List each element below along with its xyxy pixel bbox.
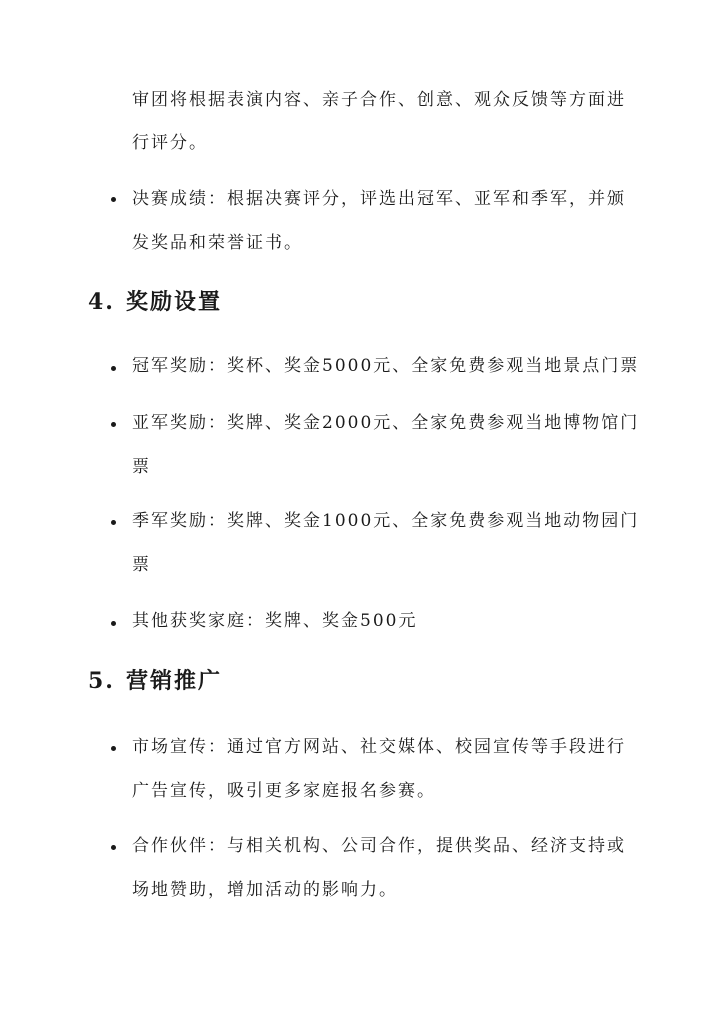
section-title: 营销推广: [126, 668, 223, 694]
list-item-line: 合作伙伴：与相关机构、公司合作，提供奖品、经济支持或: [132, 836, 626, 856]
bullet-icon: [111, 422, 116, 427]
bullet-icon: [111, 746, 116, 751]
bullet-icon: [111, 366, 116, 371]
section-heading: [88, 287, 222, 317]
list-item-line: 票: [132, 457, 151, 477]
bullet-icon: [111, 845, 116, 850]
list-item-line: 其他获奖家庭：奖牌、奖金500元: [132, 611, 418, 631]
list-item-line: 决赛成绩：根据决赛评分，评选出冠军、亚军和季军，并颁: [132, 189, 626, 209]
list-item-line: 票: [132, 555, 151, 575]
paragraph-line: 审团将根据表演内容、亲子合作、创意、观众反馈等方面进: [132, 90, 626, 110]
bullet-icon: [111, 520, 116, 525]
bullet-icon: [111, 197, 116, 202]
section-title: 奖励设置: [126, 289, 223, 315]
list-item-line: 冠军奖励：奖杯、奖金5000元、全家免费参观当地景点门票: [132, 356, 640, 376]
bullet-icon: [111, 621, 116, 626]
list-item-line: 广告宣传，吸引更多家庭报名参赛。: [132, 781, 436, 801]
list-item-line: 场地赞助，增加活动的影响力。: [132, 880, 398, 900]
section-number: 5.: [88, 668, 115, 694]
section-heading: [88, 666, 222, 696]
paragraph-line: 行评分。: [132, 133, 208, 153]
section-number: 4.: [88, 289, 115, 315]
list-item-line: 发奖品和荣誉证书。: [132, 233, 303, 253]
list-item-line: 季军奖励：奖牌、奖金1000元、全家免费参观当地动物园门: [132, 511, 640, 531]
list-item-line: 亚军奖励：奖牌、奖金2000元、全家免费参观当地博物馆门: [132, 413, 640, 433]
list-item-line: 市场宣传：通过官方网站、社交媒体、校园宣传等手段进行: [132, 737, 626, 757]
